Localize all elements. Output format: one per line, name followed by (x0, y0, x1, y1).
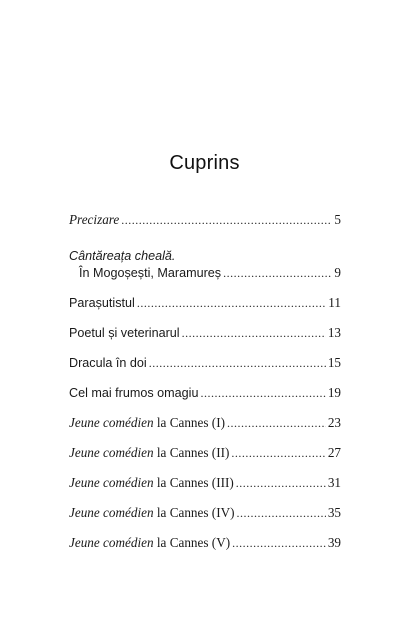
toc-entry-label (69, 415, 225, 431)
toc-entry-label: Poetul și veterinarul (69, 326, 180, 340)
toc-entry-label-italic: Jeune comédien (69, 475, 154, 490)
toc-entry-cannes-2[interactable] (69, 445, 341, 461)
toc-entry-label: Parașutistul (69, 296, 135, 310)
page-title: Cuprins (169, 152, 240, 174)
toc-entry-label-italic: Jeune comédien (69, 535, 154, 550)
toc-entry-cannes-5[interactable] (69, 535, 341, 551)
toc-entry-dracula[interactable] (69, 355, 341, 371)
toc-entry-label (69, 535, 230, 551)
toc-entry-heading: Cântăreața cheală. (69, 249, 176, 263)
toc-entry-page: 23 (327, 415, 341, 430)
dot-leader (231, 445, 325, 461)
toc-entry-label (69, 475, 234, 491)
toc-entry-poetul[interactable] (69, 325, 341, 341)
toc-entry-precizare[interactable] (69, 212, 341, 228)
toc-entry-page: 27 (327, 445, 341, 460)
toc-entry-page: 13 (327, 325, 341, 340)
toc-entry-cannes-4[interactable] (69, 505, 341, 521)
toc-entry-page: 31 (327, 475, 341, 490)
toc-entry-page: 35 (327, 505, 341, 520)
toc-entry-mogosesti[interactable] (79, 265, 341, 281)
toc-entry-label-italic: Jeune comédien (69, 415, 154, 430)
toc-entry-label-rest: la Cannes (III) (153, 475, 234, 490)
toc-entry-page: 5 (334, 212, 341, 227)
dot-leader (182, 325, 326, 341)
dot-leader (236, 475, 326, 491)
dot-leader (223, 265, 332, 281)
toc-entry-label: Cel mai frumos omagiu (69, 386, 199, 400)
toc-entry-label-rest: la Cannes (IV) (153, 505, 235, 520)
toc-entry-cannes-3[interactable] (69, 475, 341, 491)
dot-leader (200, 385, 325, 401)
toc-entry-page: 11 (328, 295, 341, 310)
toc-entry-cannes-1[interactable] (69, 415, 341, 431)
toc-entry-label (69, 505, 235, 521)
toc-entry-label-italic: Jeune comédien (69, 505, 154, 520)
dot-leader (121, 212, 332, 228)
toc-entry-label-rest: la Cannes (V) (153, 535, 231, 550)
toc-entry-label-italic: Jeune comédien (69, 445, 154, 460)
dot-leader (227, 415, 326, 431)
toc-entry-label (69, 445, 229, 461)
toc-entry-label-rest: la Cannes (II) (153, 445, 230, 460)
dot-leader (137, 295, 326, 311)
dot-leader (232, 535, 326, 551)
toc-entry-page: 39 (327, 535, 341, 550)
dot-leader (149, 355, 326, 371)
toc-entry-page: 15 (327, 355, 341, 370)
dot-leader (237, 505, 326, 521)
toc-entry-label: În Mogoșești, Maramureș (79, 266, 222, 280)
toc-entry-label: Precizare (69, 212, 120, 227)
toc-entry-label-rest: la Cannes (I) (153, 415, 225, 430)
toc-entry-omagiu[interactable] (69, 385, 341, 401)
toc-entry-page: 9 (334, 265, 341, 280)
toc-entry-label: Dracula în doi (69, 356, 147, 370)
toc-entry-parasutistul[interactable] (69, 295, 341, 311)
toc-entry-page: 19 (327, 385, 341, 400)
